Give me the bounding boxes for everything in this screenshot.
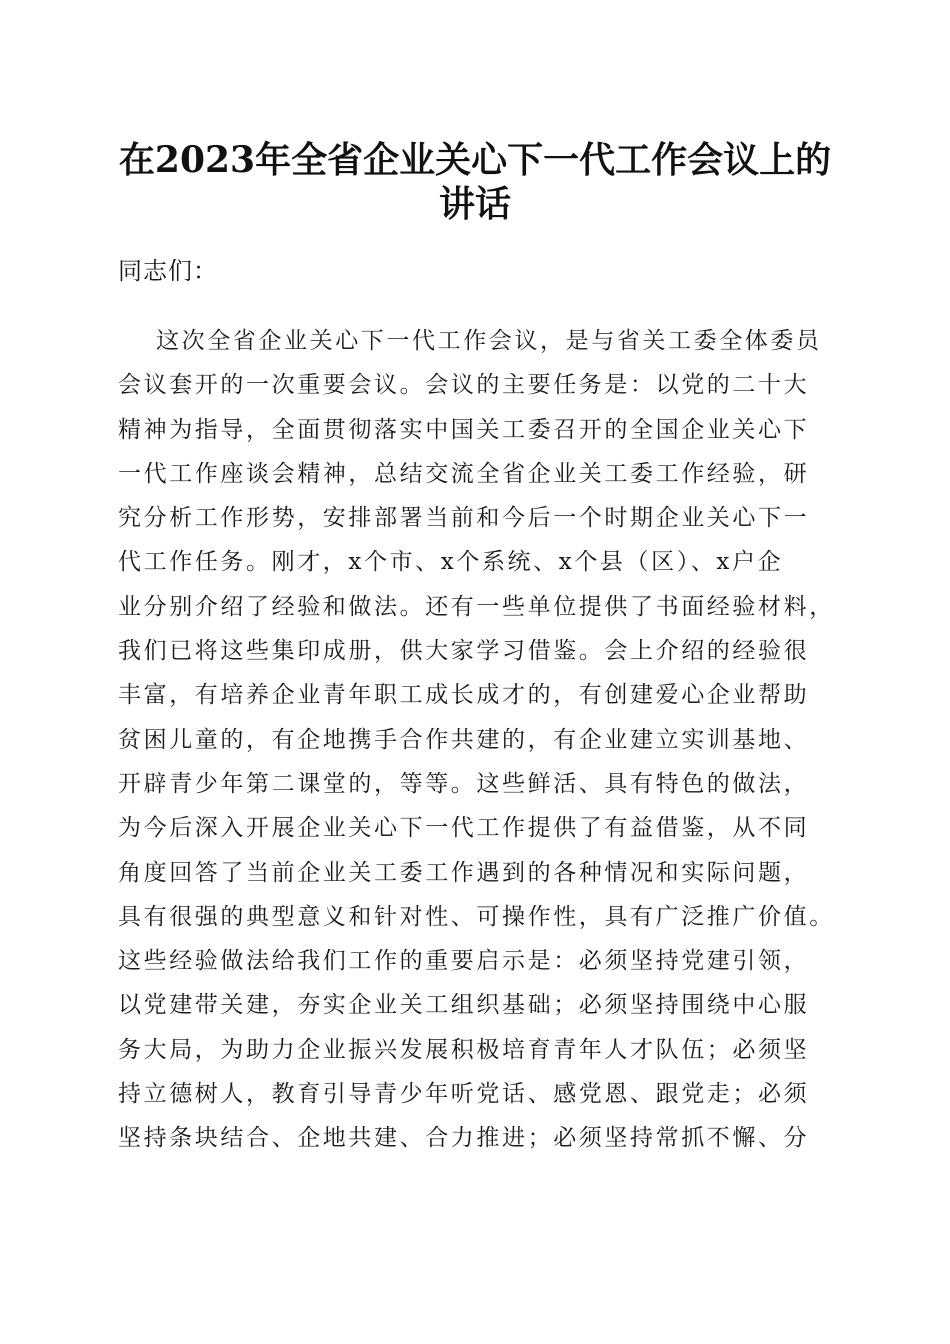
- paragraph-line: 具有很强的典型意义和针对性、可操作性，具有广泛推广价值。: [118, 903, 835, 930]
- paragraph-line: 这些经验做法给我们工作的重要启示是：必须坚持党建引领，: [118, 948, 810, 975]
- title-line: 在2023年全省企业关心下一代工作会议上的: [118, 139, 832, 181]
- paragraph-line: 业分别介绍了经验和做法。还有一些单位提供了书面经验材料，: [118, 593, 835, 620]
- paragraph-line: 持立德树人，教育引导青少年听党话、感党恩、跟党走；必须: [118, 1081, 810, 1108]
- salutation: 同志们：: [118, 257, 218, 285]
- paragraph-line: 会议套开的一次重要会议。会议的主要任务是：以党的二十大: [118, 372, 810, 399]
- paragraph-line: 开辟青少年第二课堂的，等等。这些鲜活、具有特色的做法，: [118, 770, 810, 797]
- paragraph-line: 角度回答了当前企业关工委工作遇到的各种情况和实际问题，: [118, 859, 810, 886]
- paragraph-line: 贫困儿童的，有企地携手合作共建的，有企业建立实训基地、: [118, 726, 810, 753]
- paragraph-line: 究分析工作形势，安排部署当前和今后一个时期企业关心下一: [118, 505, 810, 532]
- paragraph-line: 丰富，有培养企业青年职工成长成才的，有创建爱心企业帮助: [118, 682, 810, 709]
- paragraph-line: 这次全省企业关心下一代工作会议，是与省关工委全体委员: [156, 328, 822, 354]
- paragraph-line: 务大局，为助力企业振兴发展积极培育青年人才队伍；必须坚: [118, 1036, 810, 1063]
- paragraph-line: 为今后深入开展企业关心下一代工作提供了有益借鉴，从不同: [118, 815, 810, 842]
- paragraph-line: 代工作任务。刚才，x个市、x个系统、x个县（区）、x户企: [118, 549, 784, 576]
- document-title: [100, 138, 850, 226]
- paragraph-line: 坚持条块结合、企地共建、合力推进；必须坚持常抓不懈、分: [118, 1125, 810, 1152]
- paragraph-line: 精神为指导，全面贯彻落实中国关工委召开的全国企业关心下: [118, 416, 810, 443]
- paragraph-line: 我们已将这些集印成册，供大家学习借鉴。会上介绍的经验很: [118, 638, 810, 665]
- body-paragraph: [118, 324, 848, 1166]
- paragraph-line: 以党建带关建，夯实企业关工组织基础；必须坚持围绕中心服: [118, 992, 810, 1019]
- paragraph-line: 一代工作座谈会精神，总结交流全省企业关工委工作经验，研: [118, 460, 810, 487]
- title-line: 讲话: [438, 183, 511, 225]
